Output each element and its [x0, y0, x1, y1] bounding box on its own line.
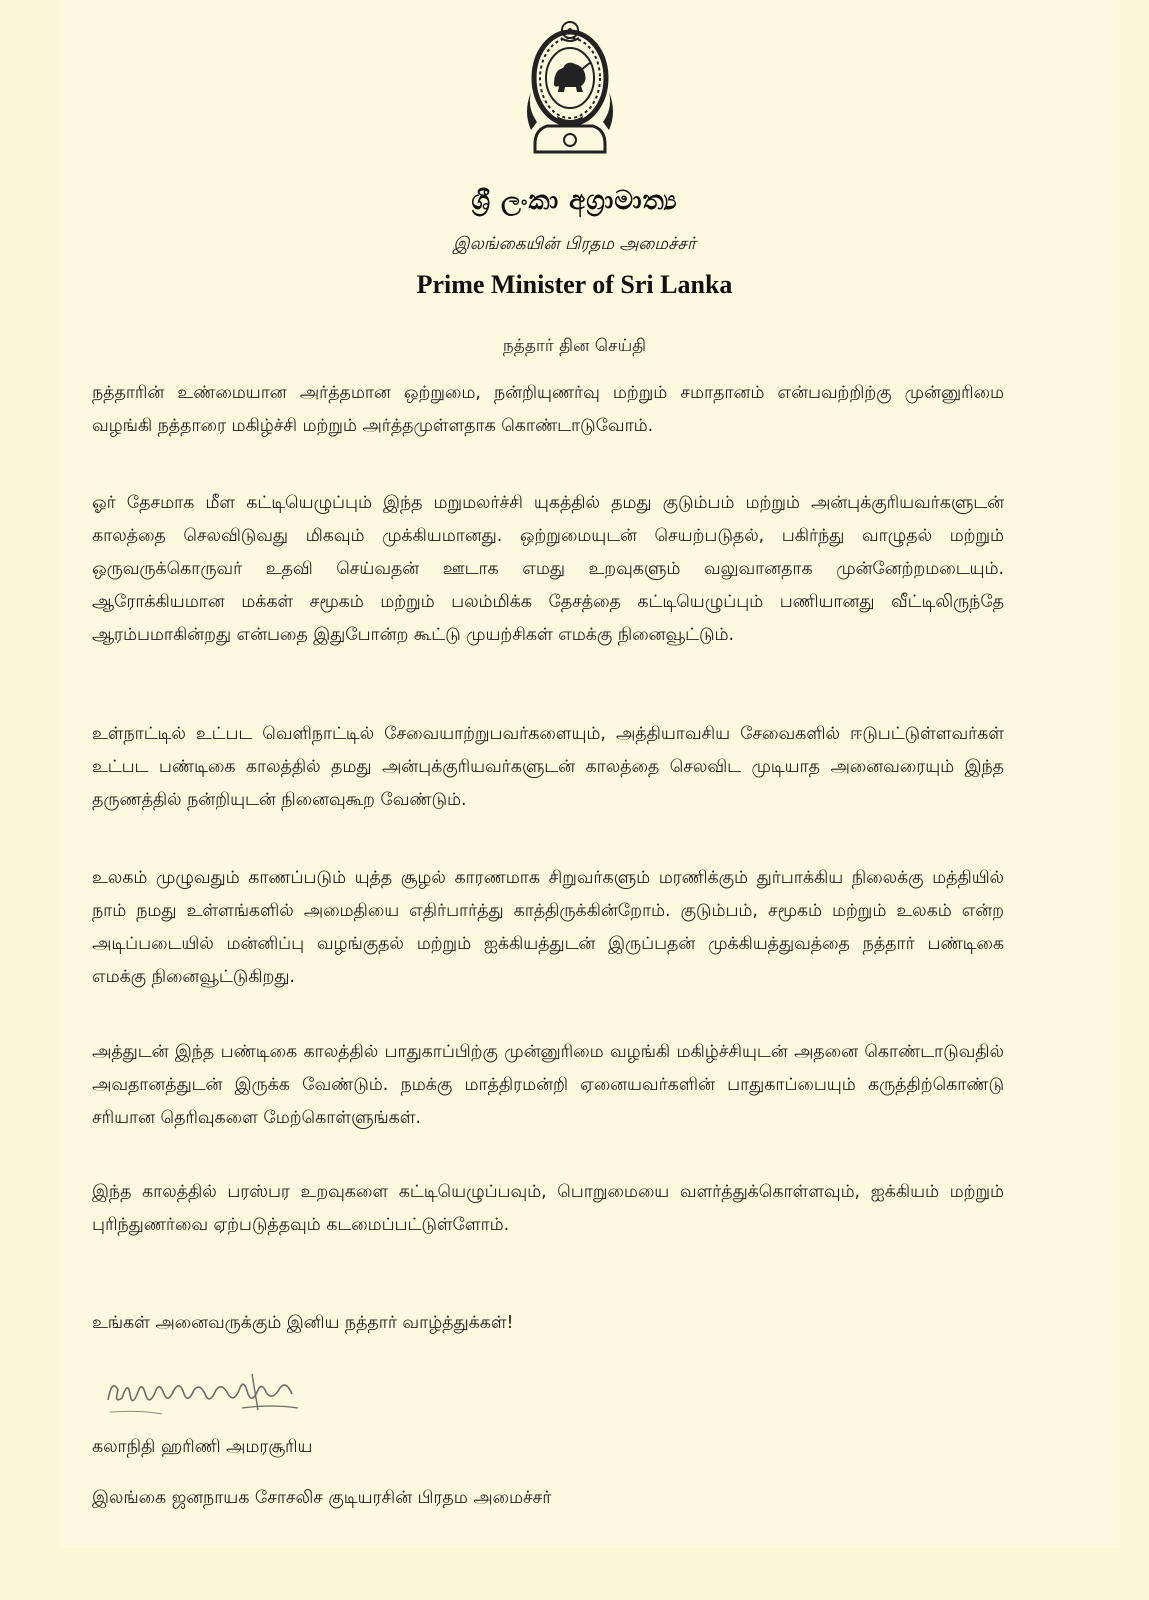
body-paragraph-3: உள்நாட்டில் உட்பட வெளிநாட்டில் சேவையாற்றுபவர்களையும், அத்தியாவசிய சேவைகளில் ஈடுபட்டுள்ளவர்கள் உட்பட பண்டிகை காலத்தில் தமது அன்புக்குரியவர்களுடன் காலத்தை செலவிட முடியாத அனைவரையும் இந்த தருணத்தில் நன்றியுடன் நினைவுகூற வேண்டும். [92, 724, 1004, 810]
body-paragraph-1: நத்தாரின் உண்மையான அர்த்தமான ஒற்றுமை, நன்றியுணர்வு மற்றும் சமாதானம் என்பவற்றிற்கு முன்னுரிமை வழங்கி நத்தாரை மகிழ்ச்சி மற்றும் அர்த்தமுள்ளதாக கொண்டாடுவோம். [92, 383, 1004, 436]
signer-title: இலங்கை ஜனநாயக சோசலிச குடியரசின் பிரதம அமைச்சர் [92, 1488, 552, 1508]
sri-lanka-emblem-icon [521, 12, 619, 160]
header-sinhala-title: ශ්‍රී ලංකා අග්‍රාමාත්‍ය [471, 186, 678, 216]
body-paragraph-2: ஓர் தேசமாக மீள கட்டியெழுப்பும் இந்த மறுமலர்ச்சி யுகத்தில் தமது குடும்பம் மற்றும் அன்புக்குரியவர்களுடன் காலத்தை செலவிடுவது மிகவும் முக்கியமானது. ஒற்றுமையுடன் செயற்படுதல், பகிர்ந்து வாழுதல் மற்றும் ஒருவருக்கொருவர் உதவி செய்வதன் ஊடாக எமது உறவுகளும் வலுவானதாக முன்னேற்றமடையும். ஆரோக்கியமான மக்கள் சமூகம் மற்றும் பலம்மிக்க தேசத்தை கட்டியெழுப்பும் பணியானது வீட்டிலிருந்தே ஆரம்பமாகின்றது என்பதை இதுபோன்ற கூட்டு முயற்சிகள் எமக்கு நினைவூட்டும். [92, 493, 1004, 645]
document-title: நத்தார் தின செய்தி [502, 336, 647, 356]
closing-greeting: உங்கள் அனைவருக்கும் இனிய நத்தார் வாழ்த்துக்கள்! [92, 1313, 514, 1333]
body-paragraph-6: இந்த காலத்தில் பரஸ்பர உறவுகளை கட்டியெழுப்பவும், பொறுமையை வளர்த்துக்கொள்ளவும், ஐக்கியம் மற்றும் புரிந்துணர்வை ஏற்படுத்தவும் கடமைப்பட்டுள்ளோம். [92, 1182, 1004, 1235]
body-paragraph-5: அத்துடன் இந்த பண்டிகை காலத்தில் பாதுகாப்பிற்கு முன்னுரிமை வழங்கி மகிழ்ச்சியுடன் அதனை கொண்டாடுவதில் அவதானத்துடன் இருக்க வேண்டும். நமக்கு மாத்திரமன்றி ஏனையவர்களின் பாதுகாப்பையும் கருத்திற்கொண்டு சரியான தெரிவுகளை மேற்கொள்ளுங்கள். [92, 1042, 1004, 1128]
handwritten-signature [102, 1360, 302, 1420]
body-paragraph-4: உலகம் முழுவதும் காணப்படும் யுத்த சூழல் காரணமாக சிறுவர்களும் மரணிக்கும் துர்பாக்கிய நிலைக்கு மத்தியில் நாம் நமது உள்ளங்களில் அமைதியை எதிர்பார்த்து காத்திருக்கின்றோம். குடும்பம், சமூகம் மற்றும் உலகம் என்ற அடிப்படையில் மன்னிப்பு வழங்குதல் மற்றும் ஐக்கியத்துடன் இருப்பதன் முக்கியத்துவத்தை நத்தார் பண்டிகை எமக்கு நினைவூட்டுகிறது. [92, 868, 1004, 987]
signer-name: கலாநிதி ஹரிணி அமரசூரிய [92, 1437, 313, 1457]
header-tamil-title: இலங்கையின் பிரதம அமைச்சர் [453, 234, 696, 254]
header-english-title: Prime Minister of Sri Lanka [416, 270, 733, 299]
